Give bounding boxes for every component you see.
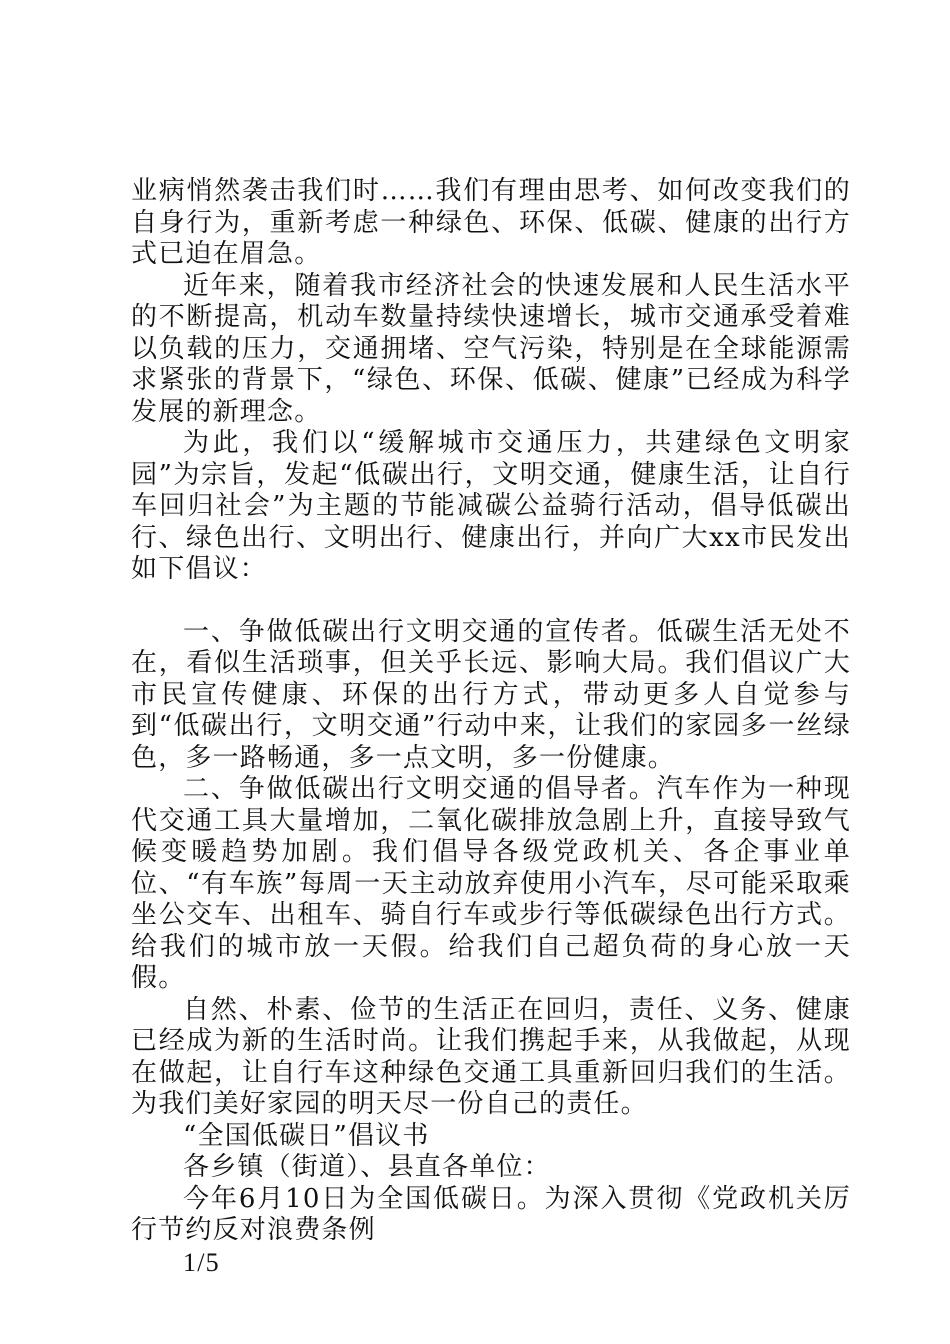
document-body [131, 176, 851, 1278]
paragraph-proposal-one: 一、争做低碳出行文明交通的宣传者。低碳生活无处不在，看似生活琐事，但关乎长远、影响大局。我们倡议广大市民宣传健康、环保的出行方式，带动更多人自觉参与到“低碳出行，文明交通”行动中来，让我们的家园多一丝绿色，多一路畅通，多一点文明，多一份健康。 [131, 616, 851, 773]
paragraph-background: 近年来，随着我市经济社会的快速发展和人民生活水平的不断提高，机动车数量持续快速增长，城市交通承受着难以负载的压力，交通拥堵、空气污染，特别是在全球能源需求紧张的背景下，“绿色、环保、低碳、健康”已经成为科学发展的新理念。 [131, 270, 851, 427]
salutation: 各乡镇（街道）、县直各单位： [183, 1152, 551, 1182]
paragraph-proposal-two: 二、争做低碳出行文明交通的倡导者。汽车作为一种现代交通工具大量增加，二氧化碳排放急剧上升，直接导致气候变暖趋势加剧。我们倡导各级党政机关、各企事业单位、“有车族”每周一天主动放弃使用小汽车，尽可能采取乘坐公交车、出租车、骑自行车或步行等低碳绿色出行方式。给我们的城市放一天假。给我们自己超负荷的身心放一天假。 [131, 774, 851, 993]
document-title: “全国低碳日”倡议书 [183, 1120, 430, 1151]
page-number: 1/5 [183, 1247, 220, 1277]
paragraph-purpose: 为此，我们以“缓解城市交通压力，共建绿色文明家园”为宗旨，发起“低碳出行，文明交通，健康生活，让自行车回归社会”为主题的节能减碳公益骑行活动，倡导低碳出行、绿色出行、文明出行、健康出行，并向广大xx市民发出如下倡议： [131, 428, 851, 584]
paragraph-low-carbon-day: 今年6月10日为全国低碳日。为深入贯彻《党政机关厉行节约反对浪费条例 [131, 1183, 851, 1245]
paragraph-closing: 自然、朴素、俭节的生活正在回归，责任、义务、健康已经成为新的生活时尚。让我们携起手来，从我做起，从现在做起，让自行车这种绿色交通工具重新回归我们的生活。为我们美好家园的明天尽一份自己的责任。 [131, 994, 851, 1119]
paragraph-continuation: 业病悄然袭击我们时……我们有理由思考、如何改变我们的自身行为，重新考虑一种绿色、环保、低碳、健康的出行方式已迫在眉急。 [131, 176, 851, 269]
